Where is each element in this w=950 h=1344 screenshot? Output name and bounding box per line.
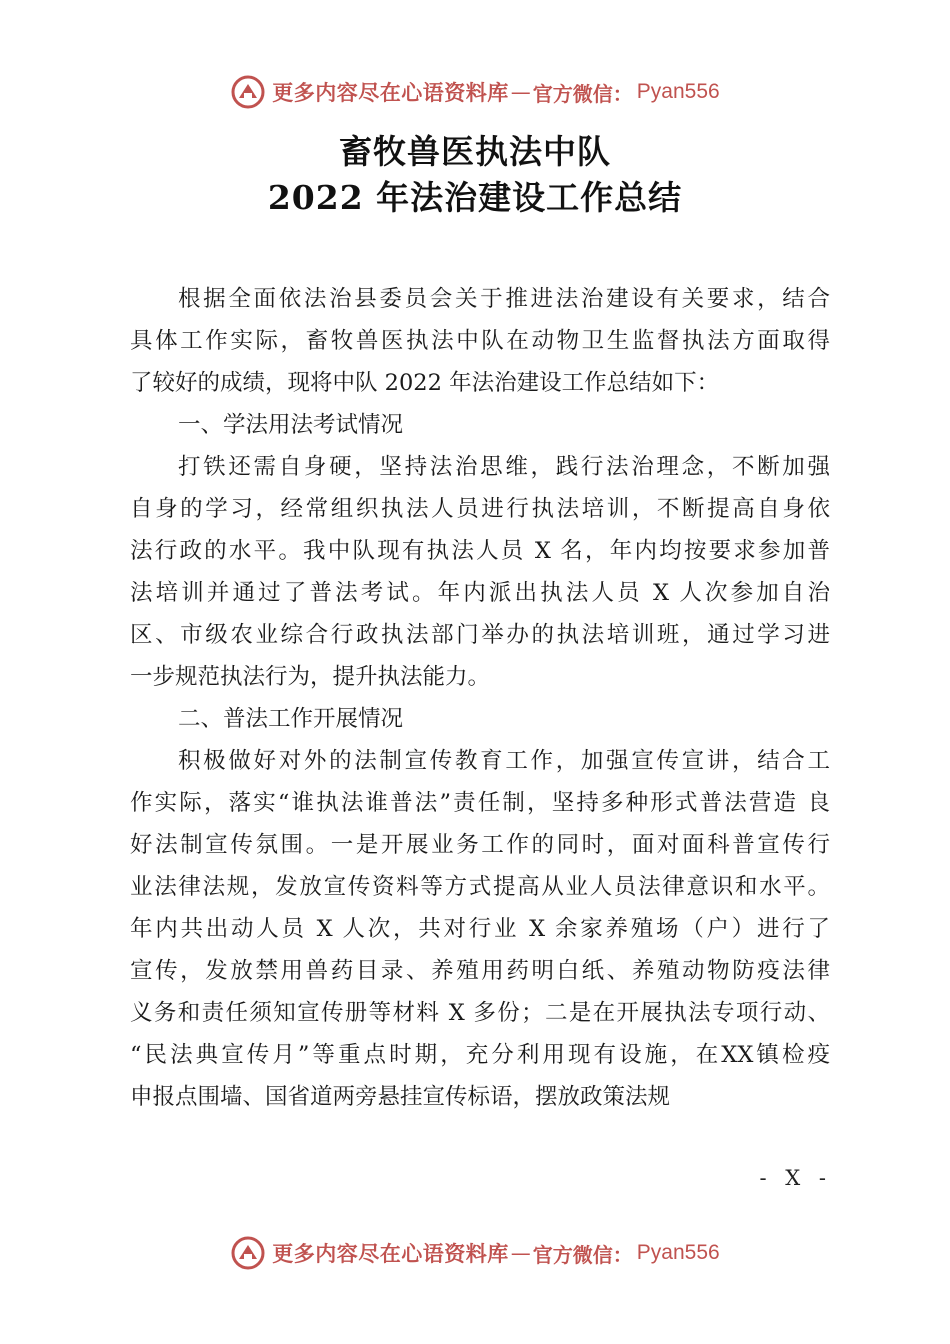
text-line: 打铁还需自身硬，坚持法治思维，践行法治理念，不断加强 (178, 454, 830, 480)
text-line: 法行政的水平。我中队现有执法人员 X 名，年内均按要求参加普 (130, 538, 830, 564)
text-line: 积极做好对外的法制宣传教育工作，加强宣传宣讲，结合工 (178, 748, 830, 774)
watermark-separator: — (510, 80, 531, 104)
watermark-text: 更多内容尽在心语资料库 (272, 1241, 509, 1266)
watermark-separator: — (510, 1241, 531, 1265)
section-heading-2 (130, 698, 830, 740)
section-heading: 二、普法工作开展情况 (178, 706, 404, 732)
text-line: “民法典宣传月”等重点时期，充分利用现有设施，在XX镇检疫 (130, 1042, 830, 1068)
section-heading: 一、学法用法考试情况 (178, 412, 404, 438)
text-line: 自身的学习，经常组织执法人员进行执法培训，不断提高自身依 (130, 496, 830, 522)
book-seal-icon (230, 1235, 266, 1271)
text-line: 根据全面依法治县委员会关于推进法治建设有关要求，结合 (178, 286, 830, 312)
text-line: 作实际，落实“谁执法谁普法”责任制，坚持多种形式普法营造 良 (130, 790, 830, 816)
watermark-wechat-id: Pyan556 (636, 1241, 720, 1264)
paragraph-intro (130, 278, 830, 404)
watermark-wechat-label: 官方微信： (532, 1242, 633, 1267)
text-line: 一步规范执法行为，提升执法能力。 (130, 664, 491, 690)
text-line: 好法制宣传氛围。一是开展业务工作的同时，面对面科普宣传行 (130, 832, 830, 858)
text-line: 宣传，发放禁用兽药目录、养殖用药明白纸、养殖动物防疫法律 (130, 958, 830, 984)
watermark-wechat-id: Pyan556 (636, 80, 720, 103)
section-heading-1 (130, 404, 830, 446)
watermark-text: 更多内容尽在心语资料库 (272, 80, 509, 105)
text-line: 具体工作实际，畜牧兽医执法中队在动物卫生监督执法方面取得 (130, 328, 830, 354)
book-seal-icon (230, 74, 266, 110)
text-line: 业法律法规，发放宣传资料等方式提高从业人员法律意识和水平。 (130, 874, 830, 900)
text-line: 义务和责任须知宣传册等材料 X 多份；二是在开展执法专项行动、 (130, 1000, 830, 1026)
page-number: - X - (759, 1166, 832, 1190)
paragraph-section-1 (130, 446, 830, 698)
watermark-banner-top (0, 70, 950, 114)
document-title-line2: 2022 年法治建设工作总结 (267, 178, 683, 217)
text-line: 年内共出动人员 X 人次，共对行业 X 余家养殖场（户）进行了 (130, 916, 830, 942)
watermark-wechat-label: 官方微信： (532, 81, 633, 106)
paragraph-section-2 (130, 740, 830, 1118)
document-title-line1: 畜牧兽医执法中队 (339, 132, 611, 171)
watermark-banner-bottom (0, 1231, 950, 1275)
text-line: 了较好的成绩，现将中队 2022 年法治建设工作总结如下： (130, 370, 720, 396)
text-line: 申报点围墙、国省道两旁悬挂宣传标语，摆放政策法规 (130, 1084, 671, 1110)
document-body (130, 278, 830, 1118)
text-line: 法培训并通过了普法考试。年内派出执法人员 X 人次参加自治 (130, 580, 830, 606)
text-line: 区、市级农业综合行政执法部门举办的执法培训班，通过学习进 (130, 622, 830, 648)
